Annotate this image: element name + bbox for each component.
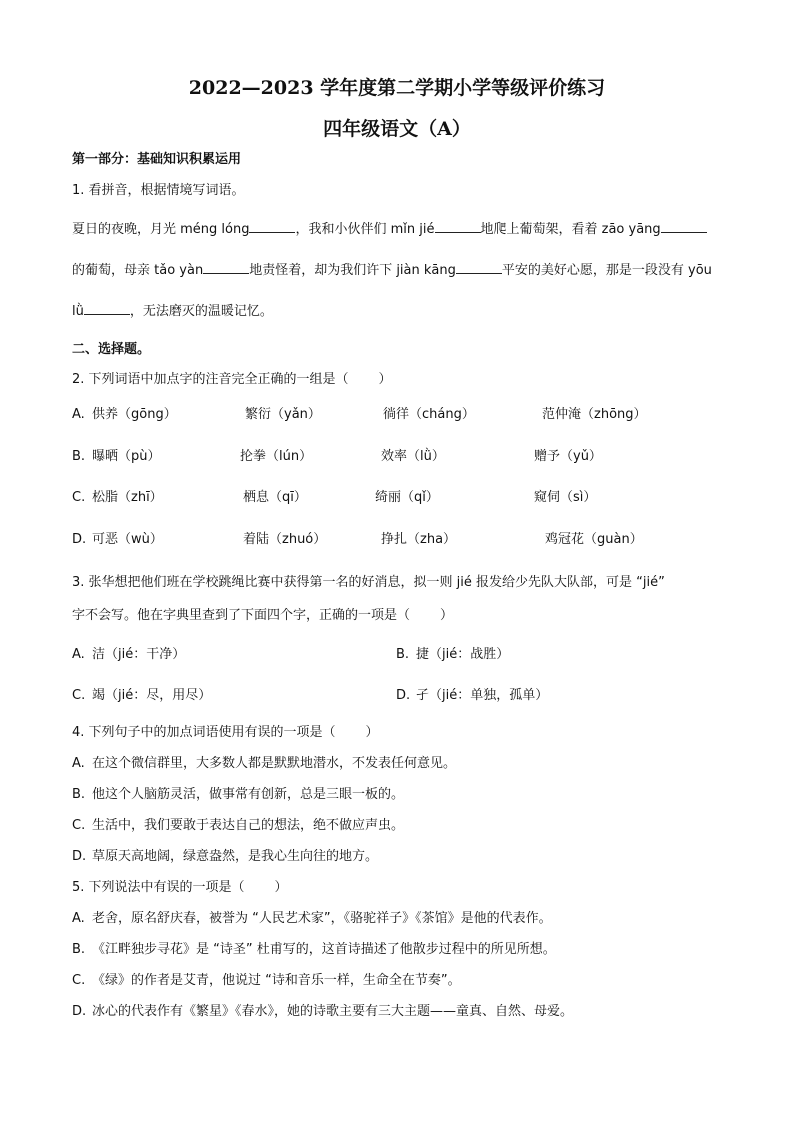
paren-close: ） [378,372,392,387]
q1-segment: lǜ [72,304,84,319]
option-item: 松脂（zhī） [92,490,163,505]
q3-option-a[interactable] [72,646,185,664]
option-letter[interactable]: A. [72,407,85,422]
q1-segment: 的葡萄，母亲 tǎo yàn [72,263,204,278]
answer-blank[interactable] [661,220,707,233]
q1-prompt: 1. 看拼音，根据情境写词语。 [72,183,245,198]
option-letter[interactable]: B. [72,449,86,464]
option-item: 可恶（wù） [92,532,163,547]
option-letter: D. [72,1004,87,1019]
option-text: 竭（jié：尽，用尽） [92,688,212,703]
option-letter[interactable]: C. [72,490,86,505]
q4-prompt [72,724,379,742]
q1-segment: 平安的美好心愿，那是一段没有 yōu [501,263,712,278]
q3-prompt-line-2 [72,607,453,625]
option-letter: D. [72,849,87,864]
q5-prompt [72,879,288,897]
q4-option-b[interactable] [72,786,404,804]
answer-blank[interactable] [84,302,130,315]
answer-blank[interactable] [435,220,481,233]
option-text: 冰心的代表作有《繁星》《春水》，她的诗歌主要有三大主题——童真、自然、母爱。 [92,1004,574,1019]
option-text: 捷（jié：战胜） [416,647,510,662]
option-letter: A. [72,911,85,926]
option-item: 徜徉（cháng） [383,407,475,422]
q1-segment: ，无法磨灭的温暖记忆。 [129,304,273,319]
option-item: 绮丽（qǐ） [375,490,439,505]
q1-segment: 地爬上葡萄架，看着 zāo yāng [480,222,661,237]
q3-prompt-text: 字不会写。他在字典里查到了下面四个字，正确的一项是（ [72,608,411,623]
paren-close: ） [440,608,454,623]
option-letter: C. [72,688,86,703]
q5-option-c[interactable] [72,972,461,990]
q5-option-a[interactable] [72,910,552,928]
paren-close: ） [274,880,288,895]
option-letter: B. [396,647,410,662]
q1-segment: 地责怪着，却为我们许下 jiàn kāng [249,263,456,278]
option-letter: B. [72,942,86,957]
option-text: 在这个微信群里，大多数人都是默默地潜水，不发表任何意见。 [92,756,457,771]
option-item: 栖息（qī） [243,490,307,505]
page-title: 2022—2023 学年度第二学期小学等级评价练习 [188,77,606,99]
option-letter: A. [72,647,85,662]
option-text: 《绿》的作者是艾青，他说过 “诗和音乐一样，生命全在节奏”。 [92,973,461,988]
option-letter: A. [72,756,85,771]
q4-option-a[interactable] [72,755,456,773]
option-letter: C. [72,818,86,833]
option-item: 着陆（zhuó） [243,532,327,547]
option-text: 他这个人脑筋灵活，做事常有创新，总是三眼一板的。 [92,787,405,802]
option-letter[interactable]: D. [72,532,87,547]
q4-option-d[interactable] [72,848,378,866]
q5-option-b[interactable] [72,941,556,959]
q2-prompt-text: 2. 下列词语中加点字的注音完全正确的一组是（ [72,372,349,387]
option-text: 洁（jié：干净） [92,647,186,662]
page-subtitle: 四年级语文（A） [323,118,471,140]
option-letter: C. [72,973,86,988]
q3-prompt-line-1: 3. 张华想把他们班在学校跳绳比赛中获得第一名的好消息，拟一则 jié 报发给少先队大队部，可是 “jié” [72,575,665,590]
option-text: 孑（jié：单独，孤单） [416,688,549,703]
option-item: 赠予（yǔ） [534,449,602,464]
option-item: 曝晒（pù） [92,449,161,464]
option-item: 挣扎（zha） [381,532,457,547]
q3-option-b[interactable] [396,646,509,664]
option-letter: D. [396,688,411,703]
q1-text-line-2 [72,261,712,280]
option-item: 效率（lǜ） [381,449,445,464]
option-item: 窥伺（sì） [534,490,597,505]
option-item: 范仲淹（zhōng） [542,407,647,422]
q3-option-c[interactable] [72,687,211,705]
paren-close: ） [365,725,379,740]
answer-blank[interactable] [456,261,502,274]
q4-prompt-text: 4. 下列句子中的加点词语使用有误的一项是（ [72,725,336,740]
q1-segment: 夏日的夜晚，月光 méng lóng [72,222,250,237]
q3-option-d[interactable] [396,687,548,705]
part2-heading: 二、选择题。 [72,342,151,357]
option-item: 供养（gōng） [92,407,177,422]
q2-prompt [72,371,392,389]
q4-option-c[interactable] [72,817,404,835]
q5-option-d[interactable] [72,1003,573,1021]
option-text: 草原天高地阔，绿意盎然，是我心生向往的地方。 [92,849,379,864]
option-letter: B. [72,787,86,802]
q1-text-line-3 [72,302,273,321]
q1-text-line-1 [72,220,707,239]
option-item: 抡拳（lún） [240,449,313,464]
option-text: 老舍，原名舒庆春，被誉为 “人民艺术家”，《骆驼祥子》《茶馆》是他的代表作。 [92,911,552,926]
answer-blank[interactable] [203,261,249,274]
q1-segment: ，我和小伙伴们 mǐn jié [295,222,435,237]
answer-blank[interactable] [249,220,295,233]
part1-heading: 第一部分：基础知识积累运用 [72,152,242,167]
option-text: 生活中，我们要敢于表达自己的想法，绝不做应声虫。 [92,818,405,833]
option-item: 繁衍（yǎn） [245,407,321,422]
q5-prompt-text: 5. 下列说法中有误的一项是（ [72,880,245,895]
option-text: 《江畔独步寻花》是 “诗圣” 杜甫写的，这首诗描述了他散步过程中的所见所想。 [92,942,556,957]
option-item: 鸡冠花（guàn） [545,532,643,547]
